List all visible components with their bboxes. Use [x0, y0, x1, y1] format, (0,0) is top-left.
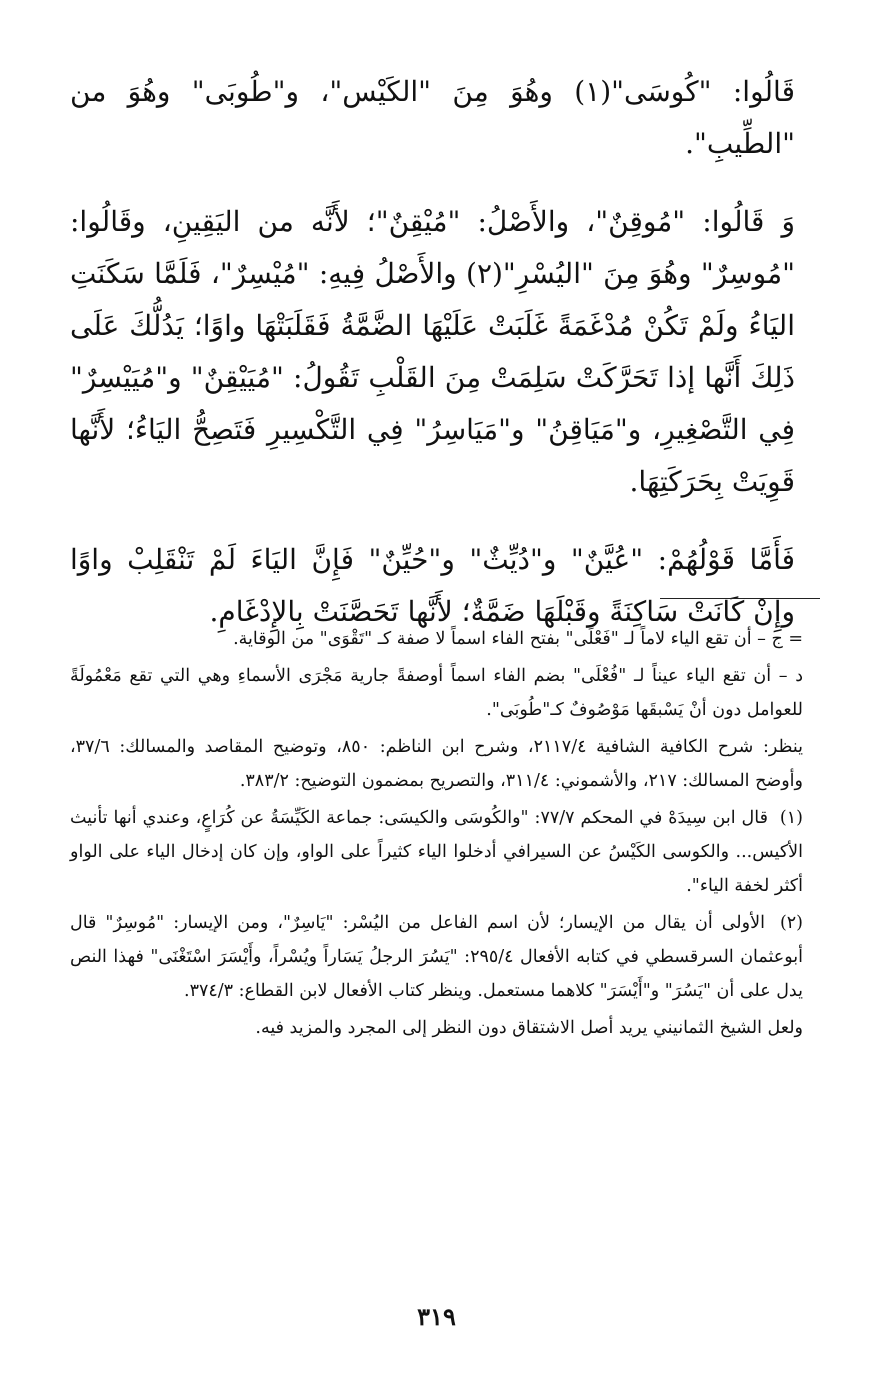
footnote-2-text: الأولى أن يقال من الإيسار؛ لأن اسم الفاعل من اليُسْر: "يَاسِرٌ"، ومن الإيسار: "مُوسِرٌ" قال أبوعثمان السرقسطي في كتابه الأفعال ٢٩٥/٤: "يَسُرَ الرجلُ يَسَاراً ويُسْراً، وأَيْسَرَ اسْتَغْنَى" فهذا النص يدل على أن "يَسُرَ" و"أَيْسَرَ" كلاهما مستعمل. وينظر كتاب الأفعال لابن القطاع: ٣٧٤/٣.: [70, 913, 803, 1001]
main-paragraph-1: قَالُوا: "كُوسَى"(١) وهُوَ مِنَ "الكَيْس"، و"طُوبَى" وهُوَ من "الطِّيبِ".: [70, 75, 795, 160]
main-text: [70, 66, 795, 664]
main-paragraph-2: وَ قَالُوا: "مُوقِنٌ"، والأَصْلُ: "مُيْقِنٌ"؛ لأَنَّه من اليَقِينِ، وقَالُوا: "مُوسِرٌ" وهُوَ مِنَ "اليُسْرِ"(٢) والأَصْلُ فِيهِ: "مُيْسِرٌ"، فَلَمَّا سَكَنَتِ اليَاءُ ولَمْ تَكُنْ مُدْغَمَةً غَلَبَتْ عَلَيْهَا الضَّمَّةُ فَقَلَبَتْهَا واوًا؛ يَدُلُّكَ عَلَى ذَلِكَ أَنَّها إذا تَحَرَّكَتْ سَلِمَتْ مِنَ القَلْبِ تَقُولُ: "مُيَيْقِنٌ" و"مُيَيْسِرٌ" فِي التَّصْغِيرِ، و"مَيَاقِنُ" و"مَيَاسِرُ" فِي التَّكْسِيرِ فَتَصِحُّ اليَاءُ؛ لأَنَّها قَوِيَتْ بِحَرَكَتِهَا.: [70, 205, 795, 498]
footnote-continuation-d: د – أن تقع الياء عيناً لـ "فُعْلَى" بضم الفاء اسماً أوصفةً جارية مَجْرَى الأسماءِ وهي التي تقع مَعْمُولَةً للعوامل دون أنْ يَسْبقَها مَوْصُوفٌ كـ"طُوبَى".: [70, 666, 803, 720]
page-number: ٣١٩: [417, 1302, 456, 1331]
footnote-1-text: قال ابن سِيدَهْ في المحكم ٧٧/٧: "والكُوسَى والكيسَى: جماعة الكَيِّسَةُ عن كُرَاعٍ، وعندي أنها تأنيث الأكيس... والكوسى الكَيْسُ عن السيرافي أدخلوا الياء كثيراً على الواو، وإن كان إدخال الياء على الواو أكثر لخفة الياء".: [70, 808, 803, 896]
footnote-2-number: (٢): [779, 913, 803, 933]
footnote-separator: [660, 598, 820, 599]
footnotes: [70, 622, 803, 1048]
footnote-2: [70, 906, 803, 1008]
footnote-continuation-refs: ينظر: شرح الكافية الشافية ٢١١٧/٤، وشرح ابن الناظم: ٨٥٠، وتوضيح المقاصد والمسالك: ٣٧/٦، وأوضح المسالك: ٢١٧، والأشموني: ٣١١/٤، والتصريح بمضمون التوضيح: ٣٨٣/٢.: [70, 737, 804, 791]
footnote-continuation-j: = ج – أن تقع الياء لاماً لـ "فَعْلَى" بفتح الفاء اسماً لا صفة كـ "تَقْوَى" من الوقاية.: [233, 629, 803, 649]
footnote-2-extra: ولعل الشيخ الثمانيني يريد أصل الاشتقاق دون النظر إلى المجرد والمزيد فيه.: [255, 1018, 803, 1038]
main-paragraph-3: فَأَمَّا قَوْلُهُمْ: "عُيَّنٌ" و"دُيِّثٌ" و"حُيِّنٌ" فَإِنَّ اليَاءَ لَمْ تَنْقَلِبْ واوًا وإِنْ كَانَتْ سَاكِنَةً وقَبْلَهَا ضَمَّةٌ؛ لأَنَّها تَحَصَّنَتْ بِالإِدْغَامِ.: [70, 543, 795, 628]
footnote-1: [70, 801, 803, 903]
footnote-1-number: (١): [779, 808, 803, 828]
